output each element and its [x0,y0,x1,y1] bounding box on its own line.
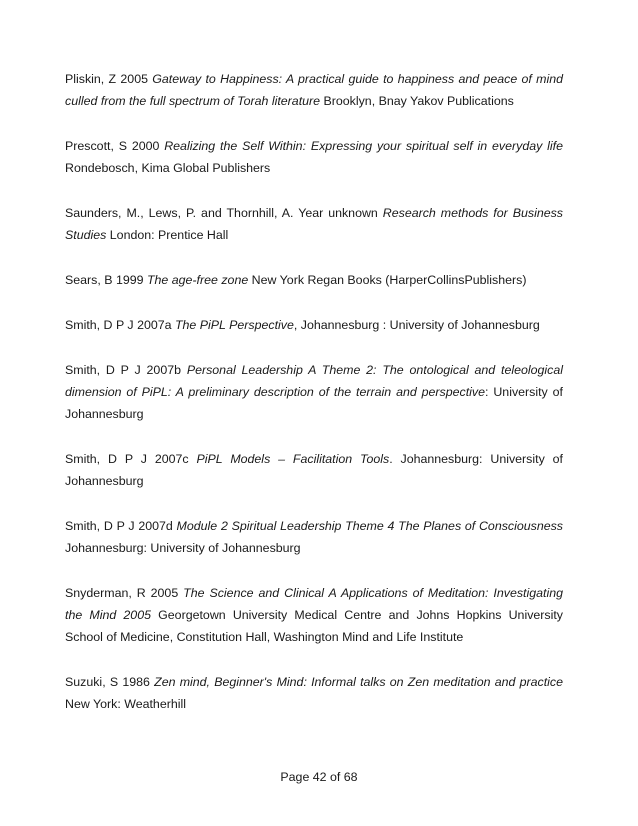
reference-title: The PiPL Perspective [174,318,294,332]
reference-title: The age-free zone [146,273,249,287]
reference-publisher: Johannesburg: University of Johannesburg [65,541,301,555]
reference-author-year: Snyderman, R 2005 [65,586,184,600]
reference-author-year: Smith, D P J 2007b [65,363,187,377]
reference-entry [65,448,563,492]
reference-publisher: Georgetown University Medical Centre and Johns Hopkins University School of Medicine, Constitution Hall, Washington Mind and Life Institute [65,608,563,644]
reference-author-year: Suzuki, S 1986 [65,675,155,689]
page-number-footer: Page 42 of 68 [280,770,358,784]
reference-author-year: Smith, D P J 2007d [65,519,177,533]
reference-entry [65,135,563,179]
reference-title: Zen mind, Beginner's Mind: Informal talks on Zen meditation and practice [154,675,563,689]
reference-entry [65,582,563,648]
reference-entry [65,671,563,715]
reference-title: PiPL Models – Facilitation Tools [196,452,390,466]
reference-author-year: Sears, B 1999 [65,273,147,287]
reference-title: The Science and Clinical A Applications of Meditation: Investigating the Mind 2005 [65,586,563,622]
reference-publisher: New York: Weatherhill [65,697,186,711]
reference-title: Research methods for Business Studies [65,206,563,242]
reference-title: Module 2 Spiritual Leadership Theme 4 The Planes of Consciousness [176,519,564,533]
reference-author-year: Pliskin, Z 2005 [65,72,153,86]
reference-publisher: London: Prentice Hall [106,228,229,242]
reference-entry [65,314,563,336]
reference-publisher: New York Regan Books (HarperCollinsPublishers) [248,273,527,287]
reference-publisher: : University of Johannesburg [65,385,563,421]
reference-publisher: Brooklyn, Bnay Yakov Publications [320,94,514,108]
reference-title: Realizing the Self Within: Expressing your spiritual self in everyday life [164,139,563,153]
reference-publisher: , Johannesburg : University of Johannesburg [293,318,540,332]
reference-author-year: Saunders, M., Lews, P. and Thornhill, A. Year unknown [65,206,383,220]
reference-publisher: Rondebosch, Kima Global Publishers [65,161,271,175]
reference-entry [65,269,563,291]
reference-author-year: Smith, D P J 2007c [65,452,197,466]
reference-author-year: Smith, D P J 2007a [65,318,175,332]
reference-entry [65,68,563,112]
reference-author-year: Prescott, S 2000 [65,139,165,153]
reference-entry [65,359,563,425]
reference-title: Gateway to Happiness: A practical guide to happiness and peace of mind culled from the full spectrum of Torah literature [65,72,563,108]
reference-publisher: . Johannesburg: University of Johannesburg [65,452,563,488]
reference-entry [65,515,563,559]
reference-entry [65,202,563,246]
reference-list [65,68,563,738]
reference-title: Personal Leadership A Theme 2: The ontological and teleological dimension of PiPL: A preliminary description of the terrain and perspective [65,363,564,399]
